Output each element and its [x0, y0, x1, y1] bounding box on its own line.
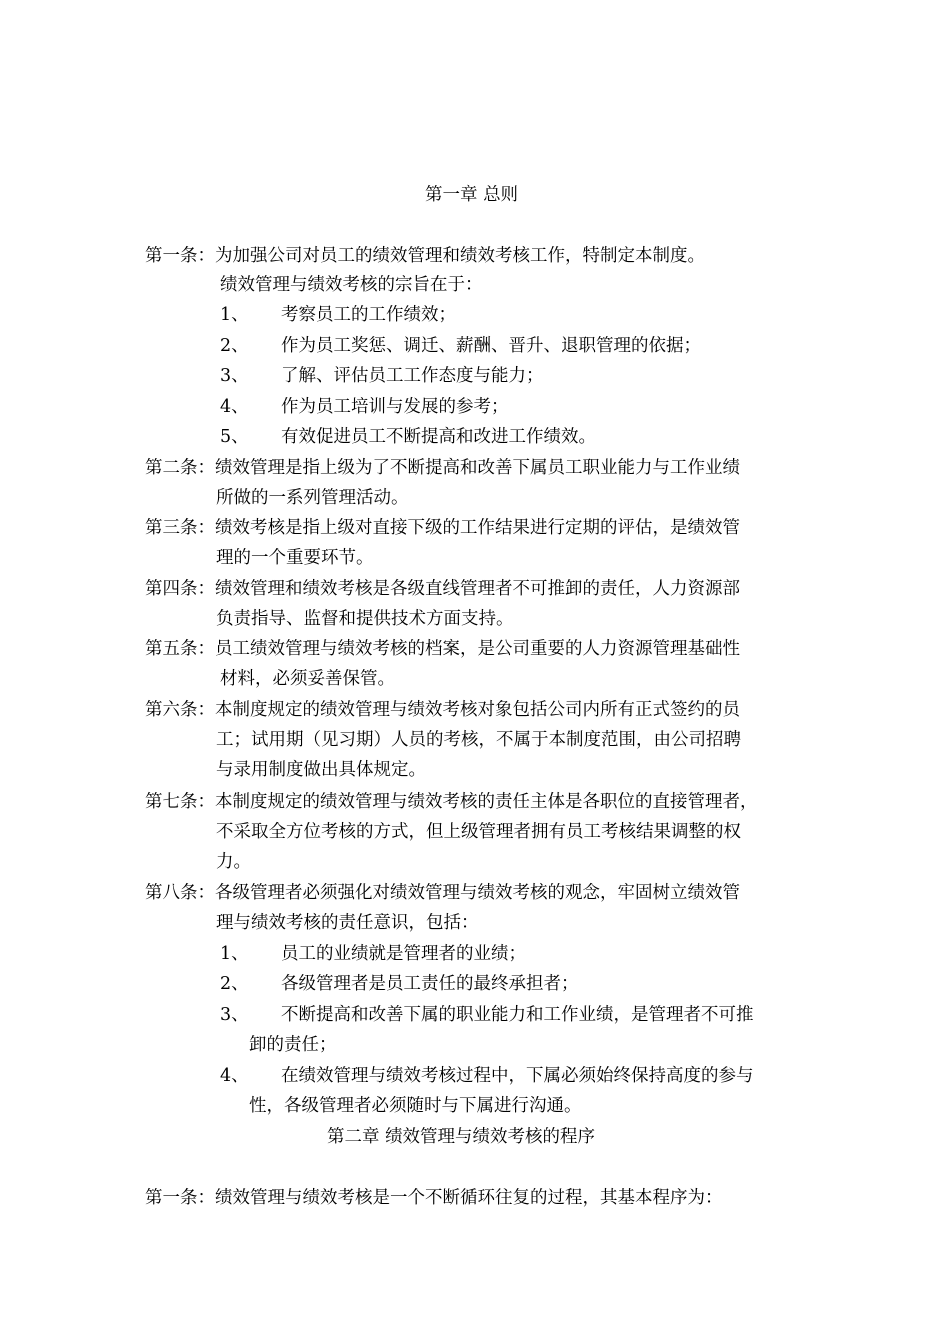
article-8-line-1: 第八条：各级管理者必须强化对绩效管理与绩效考核的观念，牢固树立绩效管	[145, 883, 740, 903]
article-5-line-2: 材料，必须妥善保管。	[220, 669, 395, 689]
article-1-line-2: 绩效管理与绩效考核的宗旨在于：	[220, 275, 483, 295]
article-1-item-text: 有效促进员工不断提高和改进工作绩效。	[281, 427, 596, 447]
article-4-line-2: 负责指导、监督和提供技术方面支持。	[216, 609, 514, 629]
article-8-item-text: 不断提高和改善下属的职业能力和工作业绩，是管理者不可推	[281, 1005, 754, 1025]
article-8-item-text: 在绩效管理与绩效考核过程中，下属必须始终保持高度的参与	[281, 1066, 754, 1086]
article-1-item-num: 5、	[220, 427, 249, 447]
article-5-line-1: 第五条：员工绩效管理与绩效考核的档案，是公司重要的人力资源管理基础性	[145, 639, 740, 659]
article-1-item-text: 作为员工奖惩、调迁、薪酬、晋升、退职管理的依据；	[281, 336, 701, 356]
chapter-2-title: 第二章 绩效管理与绩效考核的程序	[327, 1127, 596, 1147]
article-7-line-1: 第七条：本制度规定的绩效管理与绩效考核的责任主体是各职位的直接管理者，	[145, 792, 758, 812]
article-8-item-num: 4、	[220, 1066, 249, 1086]
article-1-item-text: 作为员工培训与发展的参考；	[281, 397, 509, 417]
article-7-line-2: 不采取全方位考核的方式，但上级管理者拥有员工考核结果调整的权	[216, 822, 741, 842]
article-1-item-num: 3、	[220, 366, 249, 386]
article-1-item-num: 2、	[220, 336, 249, 356]
article-6-line-3: 与录用制度做出具体规定。	[216, 760, 426, 780]
article-2-line-1: 第二条：绩效管理是指上级为了不断提高和改善下属员工职业能力与工作业绩	[145, 458, 740, 478]
chapter-1-title: 第一章 总则	[425, 185, 519, 205]
article-8-item-num: 3、	[220, 1005, 249, 1025]
article-1-line-1: 第一条：为加强公司对员工的绩效管理和绩效考核工作，特制定本制度。	[145, 246, 705, 266]
article-8-line-2: 理与绩效考核的责任意识，包括：	[216, 913, 479, 933]
article-1-item-text: 考察员工的工作绩效；	[281, 305, 456, 325]
article-8-item-text: 员工的业绩就是管理者的业绩；	[281, 944, 526, 964]
article-1-item-num: 1、	[220, 305, 249, 325]
article-1-item-text: 了解、评估员工工作态度与能力；	[281, 366, 544, 386]
article-8-item-num: 2、	[220, 974, 249, 994]
article-8-item-text: 各级管理者是员工责任的最终承担者；	[281, 974, 579, 994]
article-8-item-continuation: 卸的责任；	[249, 1035, 337, 1055]
article-2-line-2: 所做的一系列管理活动。	[216, 488, 409, 508]
article-3-line-2: 理的一个重要环节。	[216, 548, 374, 568]
article-3-line-1: 第三条：绩效考核是指上级对直接下级的工作结果进行定期的评估，是绩效管	[145, 518, 740, 538]
article-8-item-continuation: 性，各级管理者必须随时与下属进行沟通。	[249, 1096, 582, 1116]
article-4-line-1: 第四条：绩效管理和绩效考核是各级直线管理者不可推卸的责任，人力资源部	[145, 579, 740, 599]
article-8-item-num: 1、	[220, 944, 249, 964]
chapter-2-article-1-line-1: 第一条：绩效管理与绩效考核是一个不断循环往复的过程，其基本程序为：	[145, 1188, 723, 1208]
article-7-line-3: 力。	[216, 852, 251, 872]
article-1-item-num: 4、	[220, 397, 249, 417]
article-6-line-2: 工；试用期（见习期）人员的考核，不属于本制度范围，由公司招聘	[216, 730, 741, 750]
article-6-line-1: 第六条：本制度规定的绩效管理与绩效考核对象包括公司内所有正式签约的员	[145, 700, 740, 720]
